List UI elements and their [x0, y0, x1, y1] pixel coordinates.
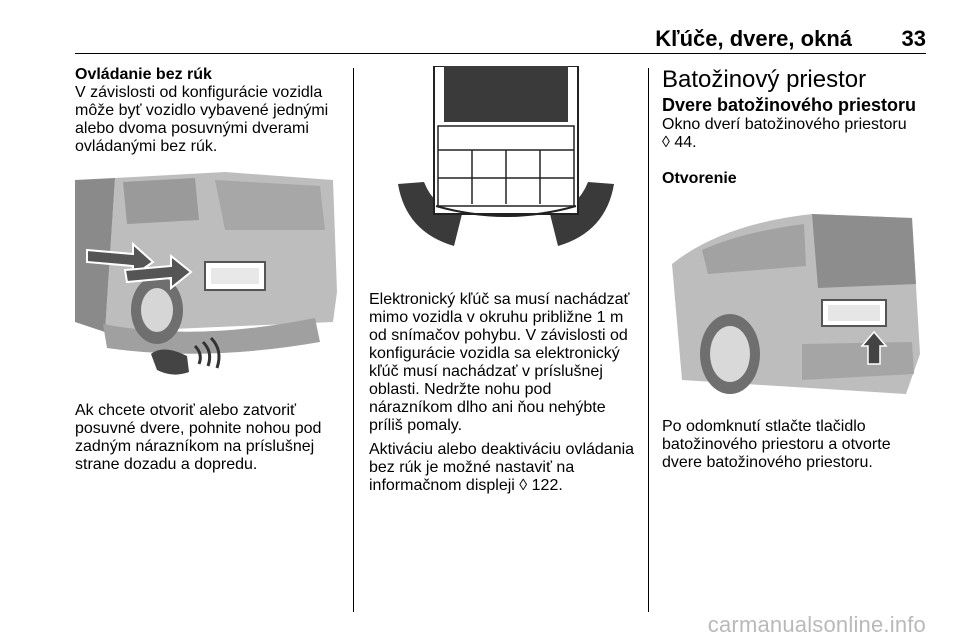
page-reference-icon: ◊	[662, 134, 670, 151]
header-rule	[75, 53, 926, 54]
intro-paragraph	[662, 116, 932, 152]
figure-sliding-door-foot-gesture	[75, 172, 337, 382]
column-3	[662, 66, 932, 472]
body-paragraph: Ak chcete otvoriť alebo zatvoriť posuvné dvere, pohnite nohou pod zadným nárazníkom na príslušnej strane dozadu a dopredu.	[75, 402, 322, 473]
intro-text: Okno dverí batožinového priestoru	[662, 116, 907, 133]
page-reference[interactable]: 44.	[674, 134, 697, 151]
column-divider	[648, 68, 649, 612]
watermark: carmanualsonline.info	[707, 612, 926, 637]
column-2	[369, 291, 639, 495]
section-title: Batožinový priestor	[662, 66, 867, 93]
intro-paragraph: V závislosti od konfigurácie vozidla môže byť vozidlo vybavené jednými alebo dvoma posuvnými dverami ovládanými bez rúk.	[75, 84, 329, 155]
body-paragraph: Po odomknutí stlačte tlačidlo batožinového priestoru a otvorte dvere batožinového priestoru.	[662, 418, 891, 471]
subsection-heading: Otvorenie	[662, 170, 737, 187]
column-1	[75, 66, 345, 474]
section-heading: Ovládanie bez rúk	[75, 66, 212, 83]
page-number: 33	[901, 26, 926, 51]
figure-tailgate-opening	[662, 204, 924, 402]
page-reference[interactable]: 122.	[531, 477, 563, 494]
subsection-title: Dvere batožinového priestoru	[662, 95, 917, 115]
paragraph	[369, 441, 639, 495]
paragraph: Elektronický kľúč sa musí nachádzať mimo vozidla v okruhu približne 1 m od snímačov pohybu. V závislosti od konfigurácie vozidla sa elektronický kľúč musí nachádzať v príslušnej oblasti. Nedržte nohu pod nárazníkom dlho ani ňou nehýbte príliš pomaly.	[369, 291, 630, 434]
paragraph-text: Aktiváciu alebo deaktiváciu ovládania bez rúk je možné nastaviť na informačnom displeji	[369, 441, 635, 494]
figure-detection-zones-top-view	[398, 66, 614, 256]
header-title: Kľúče, dvere, okná	[655, 26, 852, 51]
page-reference-icon: ◊	[519, 477, 528, 494]
column-divider	[353, 68, 354, 612]
